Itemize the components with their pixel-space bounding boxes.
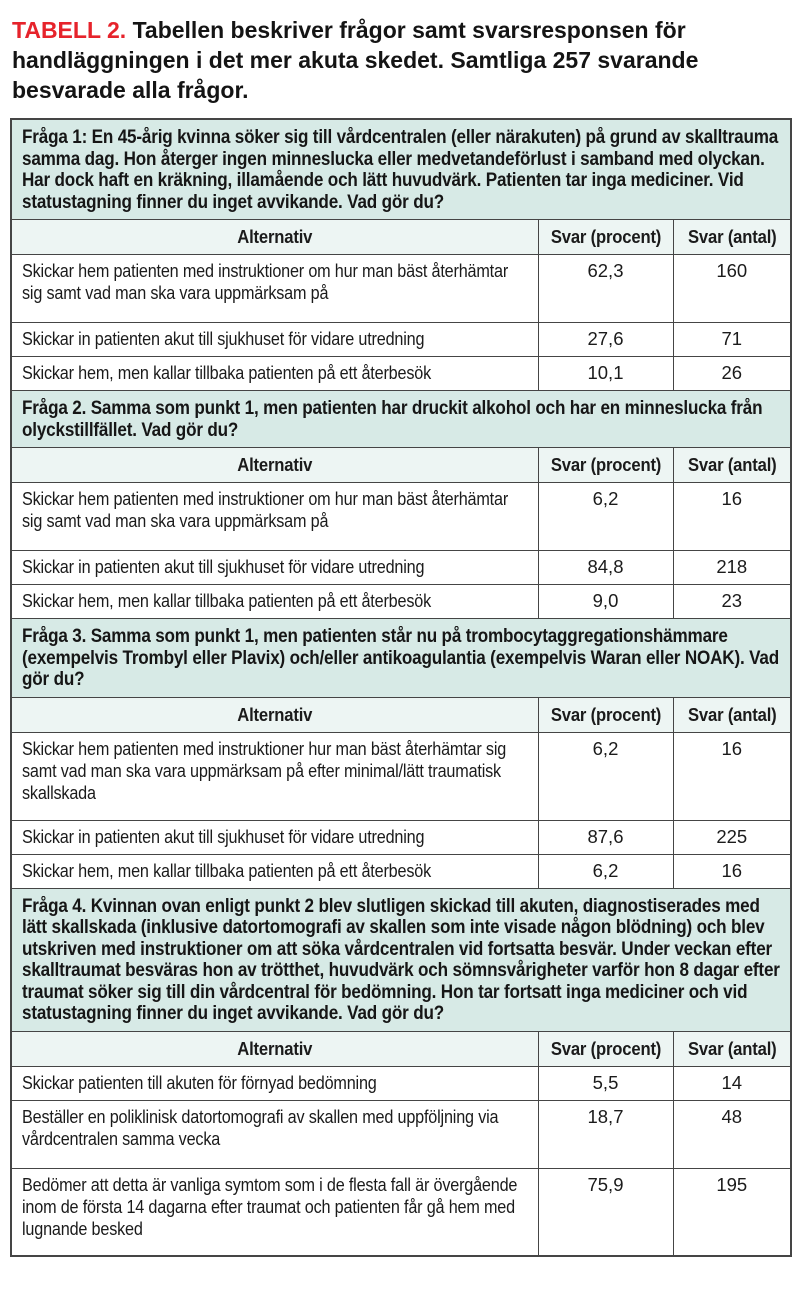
percent-cell: 5,5 xyxy=(538,1066,673,1100)
percent-cell: 18,7 xyxy=(538,1100,673,1168)
count-cell: 16 xyxy=(673,732,791,820)
column-header-row xyxy=(11,697,791,732)
answer-row xyxy=(11,551,791,585)
column-header-count: Svar (antal) xyxy=(673,448,791,483)
answer-row xyxy=(11,357,791,391)
percent-cell: 75,9 xyxy=(538,1168,673,1256)
column-header-percent: Svar (procent) xyxy=(538,220,673,255)
answer-row xyxy=(11,323,791,357)
count-cell: 48 xyxy=(673,1100,791,1168)
question-banner-1: Fråga 1: En 45-årig kvinna söker sig till vårdcentralen (eller närakuten) på grund av skalltrauma samma dag. Hon återger ingen minneslucka eller medvetandeförlust i samband med olyckan. Har dock haft en kräkning, illamående och lätt huvudvärk. Patienten tar inga mediciner. Vid statustagning finner du inget avvikande. Vad gör du? xyxy=(11,119,791,220)
alternative-cell: Skickar in patienten akut till sjukhuset för vidare utredning xyxy=(11,323,538,357)
question-section-3 xyxy=(11,619,791,889)
count-cell: 16 xyxy=(673,854,791,888)
alternative-cell: Skickar hem patienten med instruktioner hur man bäst återhämtar sig samt vad man ska vara uppmärksam på efter minimal/lätt traumatisk skallskada xyxy=(11,732,538,820)
answer-row xyxy=(11,585,791,619)
column-header-alternative: Alternativ xyxy=(11,1031,538,1066)
column-header-row xyxy=(11,1031,791,1066)
column-header-row xyxy=(11,220,791,255)
answer-row xyxy=(11,483,791,551)
column-header-count: Svar (antal) xyxy=(673,697,791,732)
percent-cell: 6,2 xyxy=(538,854,673,888)
answer-row xyxy=(11,1100,791,1168)
answer-row xyxy=(11,1168,791,1256)
alternative-cell: Skickar patienten till akuten för förnyad bedömning xyxy=(11,1066,538,1100)
column-header-count: Svar (antal) xyxy=(673,220,791,255)
percent-cell: 10,1 xyxy=(538,357,673,391)
percent-cell: 6,2 xyxy=(538,483,673,551)
answer-row xyxy=(11,820,791,854)
percent-cell: 62,3 xyxy=(538,255,673,323)
percent-cell: 9,0 xyxy=(538,585,673,619)
column-header-count: Svar (antal) xyxy=(673,1031,791,1066)
alternative-cell: Bedömer att detta är vanliga symtom som i de flesta fall är övergående inom de första 14 dagarna efter traumat och patienten får gå hem med lugnande besked xyxy=(11,1168,538,1256)
percent-cell: 87,6 xyxy=(538,820,673,854)
table-caption: Tabellen beskriver frågor samt svarsresponsen för handläggningen i det mer akuta skedet. Samtliga 257 svarande besvarade alla frågor. xyxy=(12,17,699,103)
alternative-cell: Skickar hem, men kallar tillbaka patienten på ett återbesök xyxy=(11,357,538,391)
alternative-cell: Skickar hem, men kallar tillbaka patienten på ett återbesök xyxy=(11,854,538,888)
count-cell: 195 xyxy=(673,1168,791,1256)
count-cell: 26 xyxy=(673,357,791,391)
column-header-percent: Svar (procent) xyxy=(538,448,673,483)
alternative-cell: Skickar hem patienten med instruktioner om hur man bäst återhämtar sig samt vad man ska vara uppmärksam på xyxy=(11,255,538,323)
count-cell: 23 xyxy=(673,585,791,619)
alternative-cell: Beställer en poliklinisk datortomografi av skallen med uppföljning via vårdcentralen samma vecka xyxy=(11,1100,538,1168)
answer-row xyxy=(11,1066,791,1100)
question-banner-2: Fråga 2. Samma som punkt 1, men patienten har druckit alkohol och har en minneslucka från olyckstillfället. Vad gör du? xyxy=(11,391,791,448)
column-header-alternative: Alternativ xyxy=(11,220,538,255)
question-banner-4: Fråga 4. Kvinnan ovan enligt punkt 2 blev slutligen skickad till akuten, diagnostiserades med lätt skallskada (inklusive datortomografi av skallen som inte visade någon blödning) och blev utskriven med instruktioner om att söka vårdcentralen vid fortsatta besvär. Under veckan efter skalltraumat besväras hon av trötthet, huvudvärk och sömnsvårigheter varför hon 8 dagar efter traumat söker sig till din vårdcentral för bedömning. Hon tar fortsatt inga mediciner och vid statustagning finner du inget avvikande. Vad gör du? xyxy=(11,888,791,1031)
answer-row xyxy=(11,732,791,820)
alternative-cell: Skickar in patienten akut till sjukhuset för vidare utredning xyxy=(11,820,538,854)
survey-table xyxy=(10,118,792,1257)
count-cell: 14 xyxy=(673,1066,791,1100)
count-cell: 160 xyxy=(673,255,791,323)
question-section-1 xyxy=(11,119,791,391)
count-cell: 71 xyxy=(673,323,791,357)
column-header-alternative: Alternativ xyxy=(11,448,538,483)
count-cell: 225 xyxy=(673,820,791,854)
column-header-percent: Svar (procent) xyxy=(538,697,673,732)
table-number-label: TABELL 2. xyxy=(12,17,127,43)
question-banner-3: Fråga 3. Samma som punkt 1, men patienten står nu på trombocytaggregationshämmare (exempelvis Trombyl eller Plavix) och/eller antikoagulantia (exempelvis Waran eller NOAK). Vad gör du? xyxy=(11,619,791,698)
question-section-2 xyxy=(11,391,791,619)
answer-row xyxy=(11,854,791,888)
column-header-row xyxy=(11,448,791,483)
column-header-alternative: Alternativ xyxy=(11,697,538,732)
column-header-percent: Svar (procent) xyxy=(538,1031,673,1066)
percent-cell: 27,6 xyxy=(538,323,673,357)
alternative-cell: Skickar in patienten akut till sjukhuset för vidare utredning xyxy=(11,551,538,585)
percent-cell: 6,2 xyxy=(538,732,673,820)
page-title xyxy=(12,15,788,105)
percent-cell: 84,8 xyxy=(538,551,673,585)
answer-row xyxy=(11,255,791,323)
alternative-cell: Skickar hem, men kallar tillbaka patienten på ett återbesök xyxy=(11,585,538,619)
question-section-4 xyxy=(11,888,791,1256)
alternative-cell: Skickar hem patienten med instruktioner om hur man bäst återhämtar sig samt vad man ska vara uppmärksam på xyxy=(11,483,538,551)
count-cell: 16 xyxy=(673,483,791,551)
count-cell: 218 xyxy=(673,551,791,585)
